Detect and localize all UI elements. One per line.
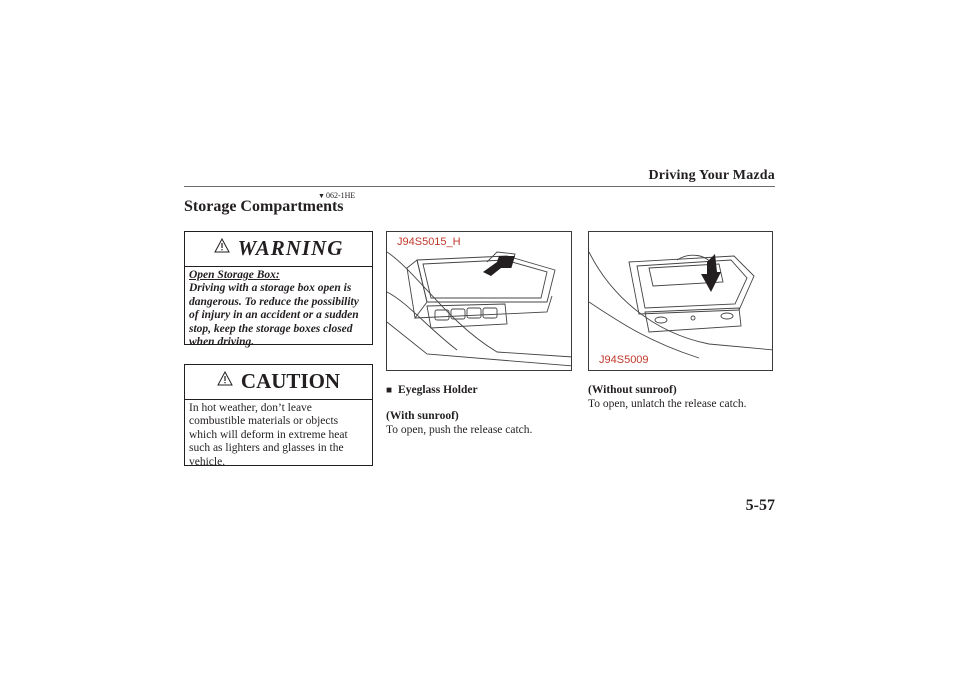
section-code-text: 062-1HE <box>325 191 356 200</box>
square-bullet-icon: ■ <box>386 385 393 396</box>
figure-label: J94S5009 <box>599 354 649 366</box>
with-sunroof-label: (With sunroof) <box>386 410 459 422</box>
caution-text: In hot weather, don’t leave combustible materials or objects which will deform in extreme heat such as lighters and glasses in the vehicle. <box>189 402 348 468</box>
figure-eyeglass-holder-with-sunroof <box>386 231 572 371</box>
page-header-title: Driving Your Mazda <box>648 168 775 183</box>
overhead-console-illustration <box>589 232 773 371</box>
warning-subheading: Open Storage Box: <box>189 269 280 281</box>
caution-heading: CAUTION <box>240 369 341 393</box>
section-title: Storage Compartments <box>184 198 344 215</box>
warning-header <box>185 232 372 267</box>
warning-triangle-icon <box>214 238 230 253</box>
with-sunroof-section <box>386 410 532 437</box>
eyeglass-holder-heading <box>386 384 478 398</box>
figure-label: J94S5015_H <box>397 236 461 248</box>
page-number: 5-57 <box>745 497 775 514</box>
caution-header <box>185 365 372 400</box>
without-sunroof-label: (Without sunroof) <box>588 384 677 396</box>
triangle-down-icon: ▼ <box>318 192 325 200</box>
warning-text: Driving with a storage box open is dangerous. To reduce the possibility of injury in an accident or a sudden stop, keep the storage boxes closed when driving. <box>189 282 359 349</box>
with-sunroof-text: To open, push the release catch. <box>386 423 533 436</box>
eyeglass-heading-text: Eyeglass Holder <box>398 384 478 396</box>
caution-box <box>184 364 373 466</box>
warning-body <box>185 267 372 351</box>
figure-eyeglass-holder-without-sunroof <box>588 231 773 371</box>
warning-heading: WARNING <box>237 236 344 260</box>
warning-box <box>184 231 373 349</box>
without-sunroof-text: To open, unlatch the release catch. <box>588 397 747 410</box>
header-rule <box>184 186 775 187</box>
caution-triangle-icon <box>217 371 233 386</box>
caution-body <box>185 400 372 471</box>
overhead-console-illustration <box>387 232 572 371</box>
without-sunroof-section <box>588 384 747 411</box>
